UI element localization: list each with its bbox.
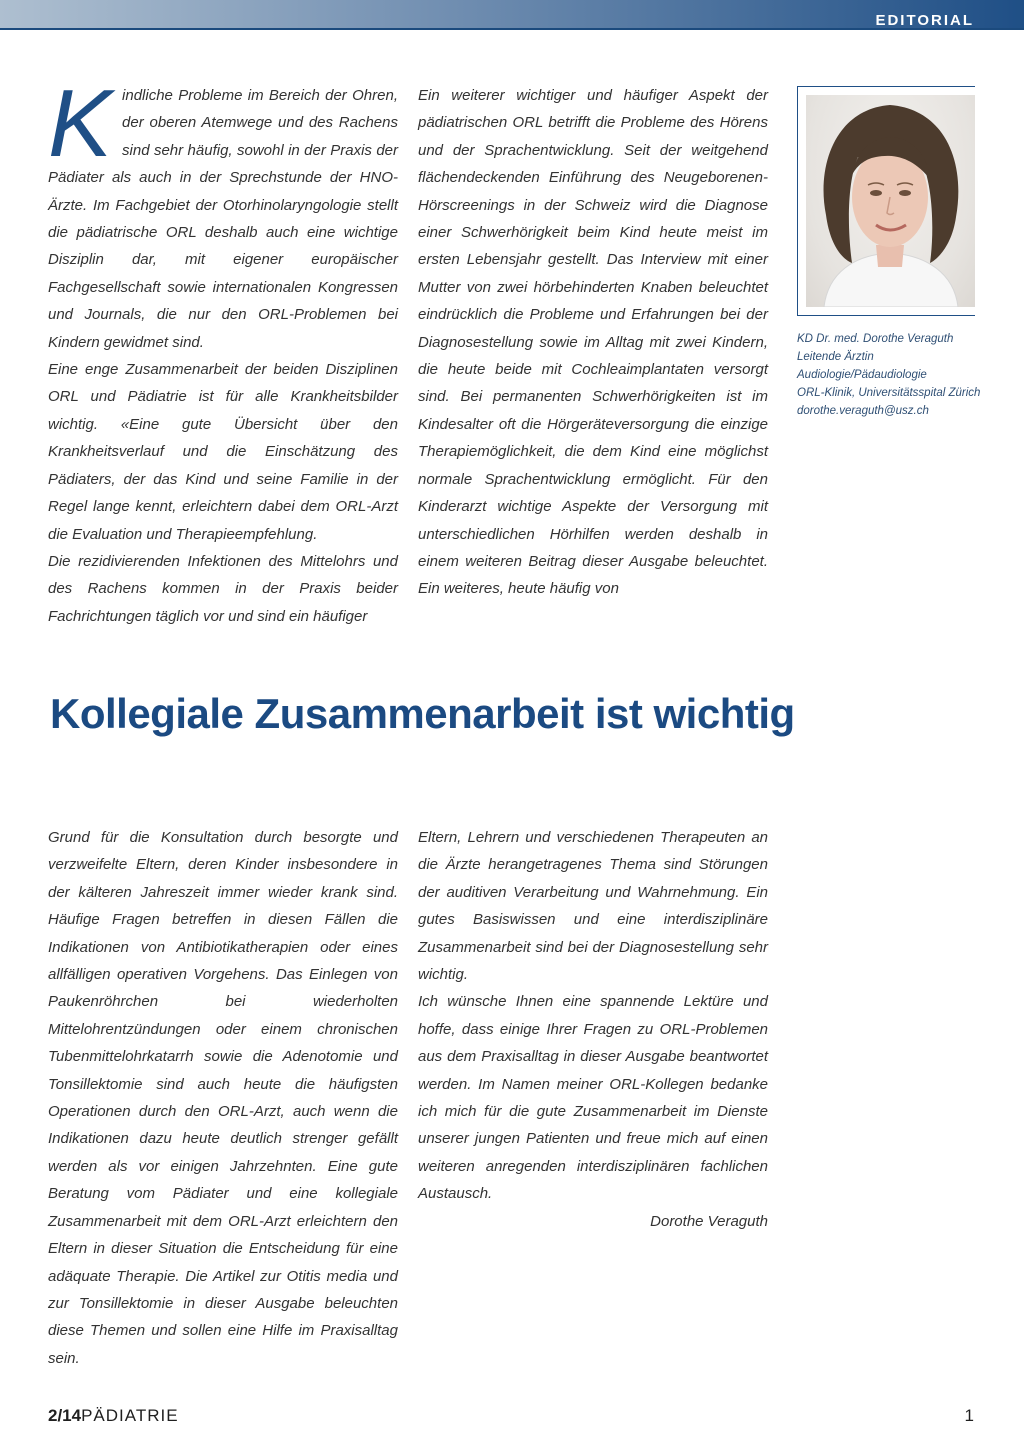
intro-column-1 [48, 70, 398, 630]
author-photo [806, 95, 975, 307]
paragraph: indliche Probleme im Bereich der Ohren, der oberen Atemwege und des Rachens sind sehr häufig, sowohl in der Praxis der Pädiater als auch in der Sprechstunde der HNO-Ärzte. Im Fachgebiet der Otorhinolaryngologie stellt die pädiatrische ORL deshalb auch eine wichtige Disziplin dar, mit eigener europäischer Fachgesellschaft sowie internationalen Kongressen und Journals, die nur den ORL-Problemen bei Kindern gewidmet sind. [48, 87, 398, 351]
author-role: Leitende Ärztin [797, 351, 874, 363]
issue-number: 2/14 [48, 1406, 82, 1425]
paragraph: Die rezidivierenden Infektionen des Mittelohrs und des Rachens kommen in der Praxis beider Fachrichtungen täglich vor und sind ein häufiger [48, 552, 398, 625]
author-institution: ORL-Klinik, Universitätsspital Zürich [797, 387, 981, 399]
paragraph: Eltern, Lehrern und verschiedenen Therapeuten an die Ärzte herangetragenes Thema sind Störungen der auditiven Verarbeitung und Wahrnehmung. Ein gutes Basiswissen und eine interdisziplinäre Zusammenarbeit sind bei der Diagnosestellung sehr wichtig. [418, 829, 768, 984]
footer-issue [48, 1406, 179, 1426]
intro-column-2 [418, 82, 768, 603]
paragraph: Grund für die Konsultation durch besorgte und verzweifelte Eltern, deren Kinder insbesondere in der kälteren Jahreszeit immer wieder krank sind. Häufige Fragen betreffen in diesen Fällen die Indikationen von Antibiotikatherapien oder eines allfälligen operativen Vorgehens. Das Einlegen von Paukenröhrchen bei wiederholten Mittelohrentzündungen oder einem chronischen Tubenmittelohrkatarrh sowie die Adenotomie und Tonsillektomie sind auch heute die häufigsten Operationen durch den ORL-Arzt, auch wenn die Indikationen dazu heute deutlich strenger gefällt werden als vor einigen Jahrzehnten. Eine gute Beratung vom Pädiater und eine kollegiale Zusammenarbeit mit dem ORL-Arzt erleichtern den Eltern in dieser Situation die Entscheidung für eine adäquate Therapie. Die Artikel zur Otitis media und zur Tonsillektomie in dieser Ausgabe beleuchten diese Themen und sollen eine Hilfe im Praxisalltag sein. [48, 829, 398, 1367]
section-label: EDITORIAL [875, 12, 974, 29]
paragraph: Ich wünsche Ihnen eine spannende Lektüre und hoffe, dass einige Ihrer Fragen zu ORL-Problemen aus dem Praxisalltag in dieser Ausgabe beantwortet werden. Im Namen meiner ORL-Kollegen bedanke ich mich für die gute Zusammenarbeit im Dienste unserer jungen Patienten und freue mich auf einen weiteren anregenden interdisziplinären fachlichen Austausch. [418, 993, 768, 1203]
header-rule [0, 28, 1024, 30]
body-column-1 [48, 824, 398, 1372]
header-bar [0, 0, 1024, 30]
page-number: 1 [964, 1406, 974, 1425]
drop-cap: K [48, 70, 113, 177]
author-email: dorothe.veraguth@usz.ch [797, 405, 929, 417]
author-caption [797, 330, 987, 420]
author-name: KD Dr. med. Dorothe Veraguth [797, 333, 954, 345]
magazine-name: PÄDIATRIE [81, 1406, 179, 1425]
headline: Kollegiale Zusammenarbeit ist wichtig [50, 690, 795, 737]
author-department: Audiologie/Pädaudiologie [797, 369, 927, 381]
paragraph: Eine enge Zusammenarbeit der beiden Disziplinen ORL und Pädiatrie ist für alle Krankheitsbilder wichtig. «Eine gute Übersicht über den Krankheitsverlauf und die Einschätzung des Pädiaters, der das Kind und seine Familie in der Regel lange kennt, erleichtern dabei dem ORL-Arzt die Evaluation und Therapieempfehlung. [48, 361, 398, 543]
paragraph: Ein weiterer wichtiger und häufiger Aspekt der pädiatrischen ORL betrifft die Probleme des Hörens und der Sprachentwicklung. Seit der weitgehend flächendeckenden Einführung des Neugeborenen-Hörscreenings in der Schweiz wird die Diagnose einer Schwerhörigkeit beim Kind heute meist im ersten Lebensjahr gestellt. Das Interview mit einer Mutter von zwei hörbehinderten Knaben beleuchtet eindrücklich die Probleme und Erfahrungen bei der Diagnosestellung sowie im Alltag mit zwei Kindern, die heute beide mit Cochleaimplantaten versorgt sind. Bei permanenten Schwerhörigkeiten ist im Kindesalter oft die Hörgeräteversorgung die einzige Therapiemöglichkeit, die dem Kind eine möglichst normale Sprachentwicklung ermöglicht. Für den Kinderarzt wichtige Aspekte der Versorgung mit unterschiedlichen Hörhilfen werden deshalb in einem weiteren Beitrag dieser Ausgabe beleuchtet. Ein weiteres, heute häufig von [418, 87, 768, 598]
signature: Dorothe Veraguth [650, 1212, 768, 1230]
portrait-illustration [806, 95, 975, 307]
author-photo-frame [797, 86, 975, 316]
body-column-2 [418, 824, 768, 1235]
